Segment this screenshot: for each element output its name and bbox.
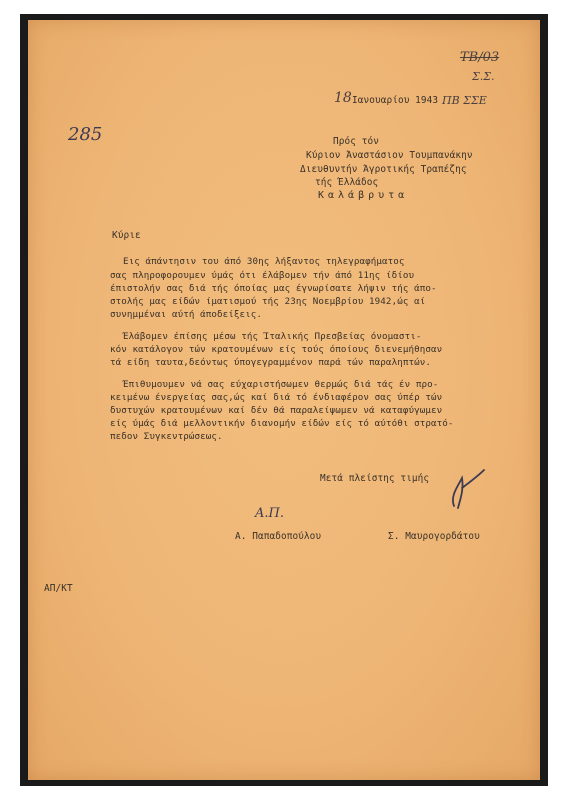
paragraph-line: κόν κατάλογον τών κρατουμένων είς τούς όποίους διενεμήθησαν — [110, 344, 443, 355]
paragraph-line: συνημμέναι αύτή άποδείξεις. — [110, 309, 263, 320]
signer-name-right: Σ. Μαυρογορδάτου — [388, 531, 480, 542]
paragraph-line: δυστυχών κρατουμένων καί δέν θά παραλείψωμεν νά καταφύγωμεν — [110, 405, 443, 416]
paragraph-line: στολής μας είδών ίματισμού τής 23ης Νοεμβρίου 1942,ώς αί — [110, 296, 426, 307]
closing-line: Μετά πλείστης τιμής — [320, 473, 430, 484]
salutation: Κύριε — [112, 230, 141, 241]
recipient-line: Πρός τόν — [333, 136, 379, 147]
paragraph-line: κειμένω ένεργείας σας,ώς καί διά τό ένδιαφέρον σας ύπέρ τών — [110, 392, 443, 403]
letter-page — [28, 20, 540, 780]
paragraph-line: Έλάβομεν έπίσης μέσω τής Ίταλικής Πρεσβείας όνομαστι- — [123, 331, 422, 342]
reference-mark: ΤΒ/03 — [460, 50, 500, 65]
paragraph-line: έπιστολήν σας διά τής όποίας μας έγνωρίσατε λήψιν τής άπο- — [110, 283, 437, 294]
reference-mark-sub: Σ.Σ. — [472, 70, 495, 83]
paragraph-line: σας πληροφορουμεν ύμάς ότι έλάβομεν τήν άπό 11ης ίδίου — [110, 270, 415, 281]
paragraph-line: Έπιθυμουμεν νά σας εύχαριστήσωμεν θερμώς διά τάς έν προ- — [123, 379, 439, 390]
initials-handwritten: Α.Π. — [255, 506, 284, 521]
paragraph-line: πεδον Συγκεντρώσεως. — [110, 431, 223, 442]
footer-reference: ΑΠ/ΚΤ — [44, 583, 73, 594]
signature-scribble-icon — [432, 466, 488, 512]
paragraph-line: είς ύμάς διά μελλοντικήν διανομήν είδών είς τό αύτόθι στρατό- — [110, 418, 454, 429]
paragraph-line: τά είδη ταυτα,δεόντως ύπογεγραμμένον παρά τών παραληπτών. — [110, 357, 431, 368]
recipient-line: τής Έλλάδος — [315, 177, 379, 188]
date-day: 18 — [334, 90, 352, 106]
handwritten-number: 285 — [68, 124, 103, 145]
paragraph-line: Εις άπάντησιν του άπό 30ης λήξαντος τηλεγραφήματος — [123, 256, 405, 267]
date-mark: ΠΒ ΣΣΕ — [442, 94, 487, 107]
letter-date: Ιανουαρίου 1943 — [352, 95, 439, 106]
signer-name-left: Α. Παπαδοπούλου — [235, 531, 322, 542]
recipient-city: Καλάβρυτα — [318, 190, 409, 201]
recipient-line: Διευθυντήν Άγροτικής Τραπέζης — [300, 164, 467, 175]
recipient-line: Κύριον Άναστάσιον Τουμπανάκην — [306, 150, 473, 161]
